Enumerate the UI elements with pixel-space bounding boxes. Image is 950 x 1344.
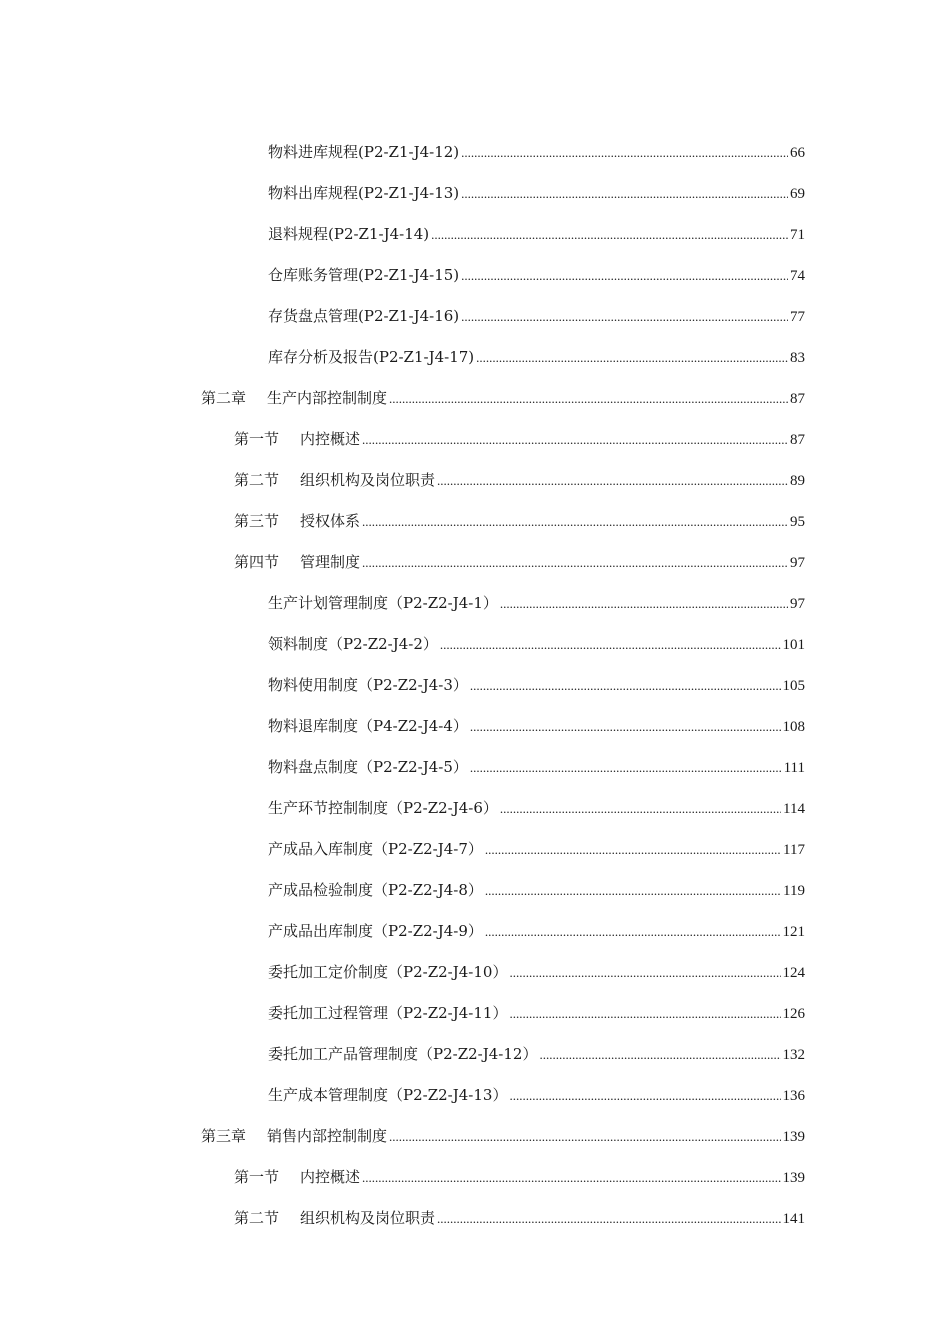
toc-page-number: 117 bbox=[783, 842, 805, 858]
toc-dot-leader bbox=[470, 674, 781, 698]
toc-dot-leader bbox=[470, 756, 782, 780]
toc-entry-heading bbox=[234, 1206, 435, 1230]
toc-entry-heading bbox=[268, 878, 483, 902]
toc-dot-leader bbox=[389, 387, 788, 411]
toc-dot-leader bbox=[485, 879, 781, 903]
toc-entry[interactable] bbox=[268, 796, 805, 820]
toc-page-number: 89 bbox=[790, 473, 805, 489]
toc-entry-heading bbox=[268, 1001, 507, 1025]
toc-dot-leader bbox=[509, 1002, 780, 1026]
toc-dot-leader bbox=[437, 469, 788, 493]
toc-dot-leader bbox=[500, 592, 788, 616]
toc-entry[interactable] bbox=[268, 837, 805, 861]
toc-entry[interactable] bbox=[268, 673, 805, 697]
toc-entry[interactable] bbox=[234, 509, 805, 533]
toc-entry-title: 退料规程(P2-Z1-J4-14) bbox=[268, 225, 430, 243]
toc-entry-title: 产成品出库制度（P2-Z2-J4-9） bbox=[268, 922, 483, 940]
toc-page-number: 114 bbox=[783, 801, 805, 817]
toc-dot-leader bbox=[485, 920, 781, 944]
toc-entry-heading bbox=[268, 140, 459, 164]
toc-entry-title: 物料进库规程(P2-Z1-J4-12) bbox=[268, 143, 460, 161]
toc-dot-leader bbox=[470, 715, 781, 739]
toc-entry-heading bbox=[234, 427, 360, 451]
toc-page-number: 97 bbox=[790, 555, 805, 571]
toc-page-number: 87 bbox=[790, 391, 805, 407]
toc-page-number: 101 bbox=[782, 637, 805, 653]
toc-entry-title: 内控概述 bbox=[300, 1168, 361, 1186]
toc-entry-heading bbox=[268, 222, 429, 246]
toc-page-number: 66 bbox=[790, 145, 805, 161]
toc-dot-leader bbox=[362, 1166, 780, 1190]
toc-page-number: 136 bbox=[782, 1088, 805, 1104]
toc-entry-heading bbox=[201, 1124, 387, 1148]
toc-entry[interactable] bbox=[201, 1124, 805, 1148]
toc-entry-heading bbox=[268, 960, 507, 984]
toc-dot-leader bbox=[461, 264, 788, 288]
toc-page-number: 141 bbox=[782, 1211, 805, 1227]
toc-page-number: 77 bbox=[790, 309, 805, 325]
toc-entry-heading bbox=[234, 550, 360, 574]
toc-entry-heading bbox=[234, 509, 360, 533]
toc-entry[interactable] bbox=[268, 960, 805, 984]
toc-dot-leader bbox=[509, 1084, 780, 1108]
toc-page-number: 111 bbox=[783, 760, 805, 776]
toc-entry[interactable] bbox=[234, 1165, 805, 1189]
toc-entry-heading bbox=[268, 1083, 507, 1107]
toc-entry[interactable] bbox=[268, 1042, 805, 1066]
toc-dot-leader bbox=[362, 510, 788, 534]
toc-page-number: 105 bbox=[782, 678, 805, 694]
toc-entry-title: 仓库账务管理(P2-Z1-J4-15) bbox=[268, 266, 460, 284]
toc-entry[interactable] bbox=[268, 222, 805, 246]
toc-entry-heading bbox=[201, 386, 387, 410]
toc-entry-number: 第二节 bbox=[234, 1209, 280, 1227]
toc-dot-leader bbox=[437, 1207, 780, 1231]
toc-entry[interactable] bbox=[268, 755, 805, 779]
toc-entry-title: 生产环节控制制度（P2-Z2-J4-6） bbox=[268, 799, 498, 817]
toc-page-number: 74 bbox=[790, 268, 805, 284]
toc-entry-heading bbox=[268, 714, 468, 738]
toc-dot-leader bbox=[362, 428, 788, 452]
toc-entry[interactable] bbox=[234, 550, 805, 574]
toc-dot-leader bbox=[485, 838, 781, 862]
toc-entry-number: 第二章 bbox=[201, 389, 247, 407]
toc-dot-leader bbox=[362, 551, 788, 575]
toc-entry-title: 物料退库制度（P4-Z2-J4-4） bbox=[268, 717, 468, 735]
toc-page-number: 126 bbox=[782, 1006, 805, 1022]
toc-entry-title: 领料制度（P2-Z2-J4-2） bbox=[268, 635, 438, 653]
toc-entry[interactable] bbox=[268, 1083, 805, 1107]
toc-entry[interactable] bbox=[201, 386, 805, 410]
toc-dot-leader bbox=[461, 182, 788, 206]
toc-entry[interactable] bbox=[268, 714, 805, 738]
toc-entry-title: 产成品检验制度（P2-Z2-J4-8） bbox=[268, 881, 483, 899]
toc-entry-heading bbox=[268, 181, 459, 205]
toc-page-number: 132 bbox=[782, 1047, 805, 1063]
toc-entry[interactable] bbox=[268, 1001, 805, 1025]
toc-entry-number: 第四节 bbox=[234, 553, 280, 571]
toc-entry-title: 存货盘点管理(P2-Z1-J4-16) bbox=[268, 307, 460, 325]
toc-page-number: 124 bbox=[782, 965, 805, 981]
toc-page-number: 119 bbox=[783, 883, 805, 899]
toc-dot-leader bbox=[389, 1125, 780, 1149]
toc-entry-title: 管理制度 bbox=[300, 553, 361, 571]
toc-entry[interactable] bbox=[268, 181, 805, 205]
toc-entry-number: 第三节 bbox=[234, 512, 280, 530]
toc-entry-title: 委托加工产品管理制度（P2-Z2-J4-12） bbox=[268, 1045, 538, 1063]
toc-entry-heading bbox=[268, 304, 459, 328]
toc-entry[interactable] bbox=[268, 878, 805, 902]
toc-entry-title: 生产内部控制制度 bbox=[267, 389, 388, 407]
toc-entry[interactable] bbox=[268, 632, 805, 656]
toc-page-number: 95 bbox=[790, 514, 805, 530]
toc-entry-title: 物料出库规程(P2-Z1-J4-13) bbox=[268, 184, 460, 202]
toc-entry-heading bbox=[268, 673, 468, 697]
toc-entry-heading bbox=[268, 345, 474, 369]
toc-page-number: 121 bbox=[782, 924, 805, 940]
toc-entry[interactable] bbox=[268, 304, 805, 328]
toc-entry-title: 授权体系 bbox=[300, 512, 361, 530]
toc-entry-title: 产成品入库制度（P2-Z2-J4-7） bbox=[268, 840, 483, 858]
toc-entry-title: 组织机构及岗位职责 bbox=[300, 471, 436, 489]
toc-page-number: 108 bbox=[782, 719, 805, 735]
toc-entry-title: 库存分析及报告(P2-Z1-J4-17) bbox=[268, 348, 475, 366]
toc-dot-leader bbox=[461, 305, 788, 329]
toc-entry-title: 内控概述 bbox=[300, 430, 361, 448]
toc-dot-leader bbox=[440, 633, 781, 657]
toc-page-number: 87 bbox=[790, 432, 805, 448]
toc-entry-heading bbox=[234, 468, 435, 492]
toc-entry-heading bbox=[268, 796, 498, 820]
toc-page-number: 69 bbox=[790, 186, 805, 202]
toc-dot-leader bbox=[539, 1043, 780, 1067]
toc-entry[interactable] bbox=[234, 1206, 805, 1230]
toc-page-number: 139 bbox=[782, 1129, 805, 1145]
toc-dot-leader bbox=[476, 346, 788, 370]
toc-entry-number: 第一节 bbox=[234, 430, 280, 448]
toc-entry-number: 第三章 bbox=[201, 1127, 247, 1145]
toc-entry[interactable] bbox=[268, 140, 805, 164]
toc-dot-leader bbox=[461, 141, 788, 165]
toc-entry-title: 组织机构及岗位职责 bbox=[300, 1209, 436, 1227]
toc-entry-title: 委托加工定价制度（P2-Z2-J4-10） bbox=[268, 963, 508, 981]
toc-entry-heading bbox=[268, 837, 483, 861]
toc-page-number: 139 bbox=[782, 1170, 805, 1186]
toc-dot-leader bbox=[431, 223, 788, 247]
toc-dot-leader bbox=[500, 797, 781, 821]
toc-entry-heading bbox=[268, 919, 483, 943]
toc-entry-title: 物料使用制度（P2-Z2-J4-3） bbox=[268, 676, 468, 694]
toc-entry-title: 生产计划管理制度（P2-Z2-J4-1） bbox=[268, 594, 498, 612]
toc-entry-heading bbox=[268, 263, 459, 287]
toc-entry-title: 生产成本管理制度（P2-Z2-J4-13） bbox=[268, 1086, 508, 1104]
toc-entry[interactable] bbox=[234, 427, 805, 451]
toc-entry[interactable] bbox=[268, 345, 805, 369]
toc-entry-heading bbox=[268, 591, 498, 615]
toc-page-number: 97 bbox=[790, 596, 805, 612]
toc-entry-heading bbox=[268, 632, 438, 656]
toc-entry-title: 委托加工过程管理（P2-Z2-J4-11） bbox=[268, 1004, 508, 1022]
toc-entry-heading bbox=[268, 755, 468, 779]
toc-entry[interactable] bbox=[268, 591, 805, 615]
toc-entry[interactable] bbox=[268, 263, 805, 287]
toc-page-number: 71 bbox=[790, 227, 805, 243]
toc-entry-heading bbox=[268, 1042, 537, 1066]
toc-entry-title: 销售内部控制制度 bbox=[267, 1127, 388, 1145]
toc-dot-leader bbox=[509, 961, 780, 985]
toc-entry-number: 第一节 bbox=[234, 1168, 280, 1186]
toc-entry[interactable] bbox=[268, 919, 805, 943]
toc-entry-title: 物料盘点制度（P2-Z2-J4-5） bbox=[268, 758, 468, 776]
toc-entry-heading bbox=[234, 1165, 360, 1189]
toc-entry[interactable] bbox=[234, 468, 805, 492]
toc-entry-number: 第二节 bbox=[234, 471, 280, 489]
toc-page-number: 83 bbox=[790, 350, 805, 366]
